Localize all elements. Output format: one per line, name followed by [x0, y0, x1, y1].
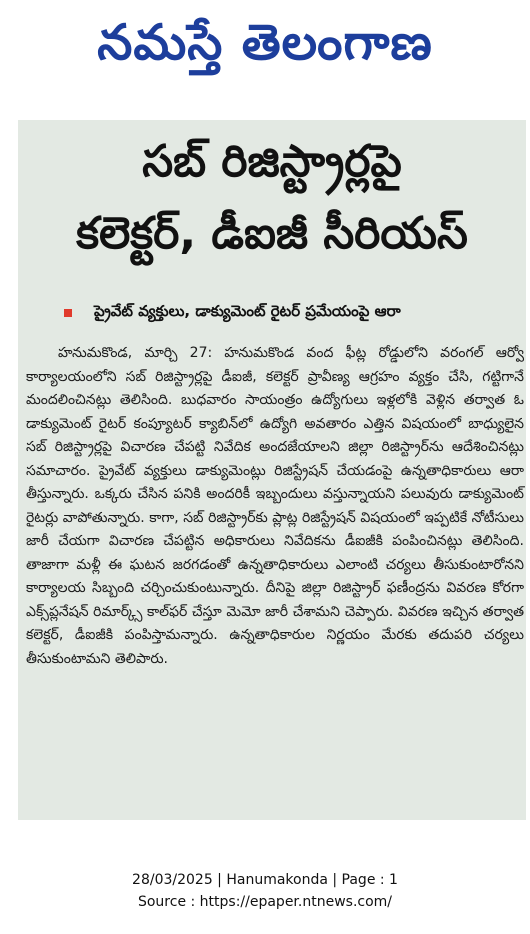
article-clipping [18, 120, 526, 820]
article-body: హనుమకొండ, మార్చి 27: హనుమకొండ వంద ఫీట్ల రోడ్డులోని వరంగల్ ఆర్వో కార్యాలయంలోని సబ్ రిజిస్ట్రార్లపై డీఐజీ, కలెక్టర్ ప్రావీణ్య ఆగ్రహం వ్యక్తం చేసి, గట్టిగానే మందలించినట్లు తెలిసింది. బుధవారం సాయంత్రం ఉద్యోగులు ఇళ్లలోకి వెళ్లిన తర్వాత ఓ డాక్యుమెంట్ రైటర్ కంప్యూటర్ క్యాబిన్‌లో ఉద్యోగి అవతారం ఎత్తిన విషయంలో బాధ్యులైన సబ్ రిజిస్ట్రార్లపై విచారణ చేపట్టి నివేదిక అందజేయాలని జిల్లా రిజిస్ట్రార్‌ను ఆదేశించినట్లు సమాచారం. ప్రైవేట్ వ్యక్తులు డాక్యుమెంట్లు రిజిస్ట్రేషన్ చేయడంపై ఉన్నతాధికారులు ఆరా తీస్తున్నారు. ఒక్కరు చేసిన పనికి అందరికీ ఇబ్బందులు వస్తున్నాయని పలువురు డాక్యుమెంట్ రైటర్లు వాపోతున్నారు. కాగా, సబ్ రిజిస్ట్రార్‌కు ప్లాట్ల రిజిస్ట్రేషన్ విషయంలో ఇప్పటికే నోటీసులు జారీ చేయగా విచారణ చేపట్టిన అధికారులు నివేదికను డీఐజీకి పంపించినట్లు తెలిసింది. తాజాగా మళ్లీ ఈ ఘటన జరగడంతో ఉన్నతాధికారులు ఎలాంటి చర్యలు తీసుకుంటారోనని కార్యాలయ సిబ్బంది చర్చించుకుంటున్నారు. దీనిపై జిల్లా రిజిస్ట్రార్ ఫణీంద్రను వివరణ కోరగా ఎక్స్‌ప్లనేషన్ రిమార్క్స్ కాల్‌ఫర్ చేస్తూ మెమో జారీ చేశామని చెప్పారు. వివరణ ఇచ్చిన తర్వాత కలెక్టర్, డీఐజీకి పంపిస్తామన్నారు. ఉన్నతాధికారుల నిర్ణయం మేరకు తదుపరి చర్యలు తీసుకుంటామని తెలిపారు. [26, 345, 524, 667]
footer-source: Source : https://epaper.ntnews.com/ [137, 894, 393, 910]
footer-date-edition: 28/03/2025 | Hanumakonda | Page : 1 [132, 872, 398, 888]
bullet-icon [64, 309, 72, 317]
headline-line-2: కలెక్టర్, డీఐజీ సీరియస్ [76, 208, 468, 259]
headline-line-1: సబ్ రిజిస్ట్రార్లపై [142, 136, 402, 187]
subheadline [64, 302, 524, 324]
subheadline-text: ప్రైవేట్ వ్యక్తులు, డాక్యుమెంట్ రైటర్ ప్రమేయంపై ఆరా [94, 302, 401, 320]
newspaper-logo: నమస్తే తెలంగాణ [97, 13, 433, 71]
masthead [0, 0, 530, 96]
